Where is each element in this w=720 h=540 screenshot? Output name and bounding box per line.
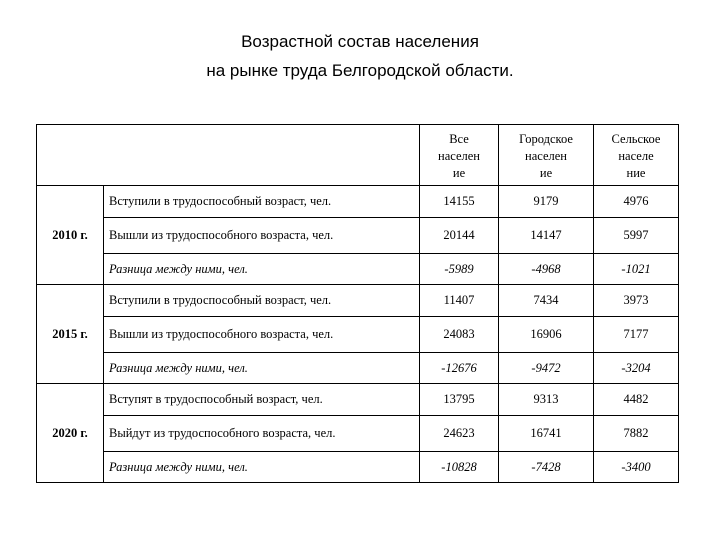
table-row [37,186,679,218]
header-rural-line: ние [626,166,646,180]
row-label: Разница между ними, чел. [104,452,420,483]
value-rural: 7177 [594,317,679,353]
header-rural [594,125,679,186]
value-urban: -7428 [499,452,594,483]
value-all: 24083 [420,317,499,353]
header-urban [499,125,594,186]
header-rural-line: Сельское [611,132,661,146]
header-row [37,125,679,186]
header-empty-cell [37,125,420,186]
row-label: Вышли из трудоспособного возраста, чел. [104,218,420,254]
row-label: Разница между ними, чел. [104,254,420,285]
title-line-2: на рынке труда Белгородской области. [206,61,514,80]
value-rural: 7882 [594,416,679,452]
table-row [37,353,679,384]
value-all: 14155 [420,186,499,218]
value-urban: -4968 [499,254,594,285]
value-rural: 3973 [594,285,679,317]
header-all-line: населен [438,149,480,163]
table-row [37,285,679,317]
table-row [37,416,679,452]
year-cell: 2010 г. [37,186,104,285]
value-rural: -3204 [594,353,679,384]
row-label: Разница между ними, чел. [104,353,420,384]
value-urban: 16741 [499,416,594,452]
value-all: -5989 [420,254,499,285]
title-line-1: Возрастной состав населения [241,32,479,51]
value-all: 20144 [420,218,499,254]
row-label: Вступят в трудоспособный возраст, чел. [104,384,420,416]
header-urban-line: населен [525,149,567,163]
row-label: Вступили в трудоспособный возраст, чел. [104,285,420,317]
value-urban: 16906 [499,317,594,353]
value-urban: 9179 [499,186,594,218]
table-row [37,218,679,254]
value-rural: 4976 [594,186,679,218]
value-rural: 5997 [594,218,679,254]
value-all: -10828 [420,452,499,483]
value-all: 24623 [420,416,499,452]
value-all: 13795 [420,384,499,416]
header-all-line: Все [449,132,469,146]
value-all: 11407 [420,285,499,317]
table-row [37,452,679,483]
row-label: Вступили в трудоспособный возраст, чел. [104,186,420,218]
header-urban-line: ие [539,166,553,180]
header-all [420,125,499,186]
header-all-line: ие [452,166,466,180]
value-urban: 14147 [499,218,594,254]
value-urban: 7434 [499,285,594,317]
table-row [37,317,679,353]
year-cell: 2015 г. [37,285,104,384]
year-cell: 2020 г. [37,384,104,483]
table-row [37,384,679,416]
table-row [37,254,679,285]
population-table [36,124,679,483]
header-rural-line: населе [618,149,654,163]
header-urban-line: Городское [519,132,573,146]
value-rural: -1021 [594,254,679,285]
row-label: Вышли из трудоспособного возраста, чел. [104,317,420,353]
value-urban: -9472 [499,353,594,384]
value-rural: -3400 [594,452,679,483]
value-rural: 4482 [594,384,679,416]
row-label: Выйдут из трудоспособного возраста, чел. [104,416,420,452]
value-all: -12676 [420,353,499,384]
value-urban: 9313 [499,384,594,416]
